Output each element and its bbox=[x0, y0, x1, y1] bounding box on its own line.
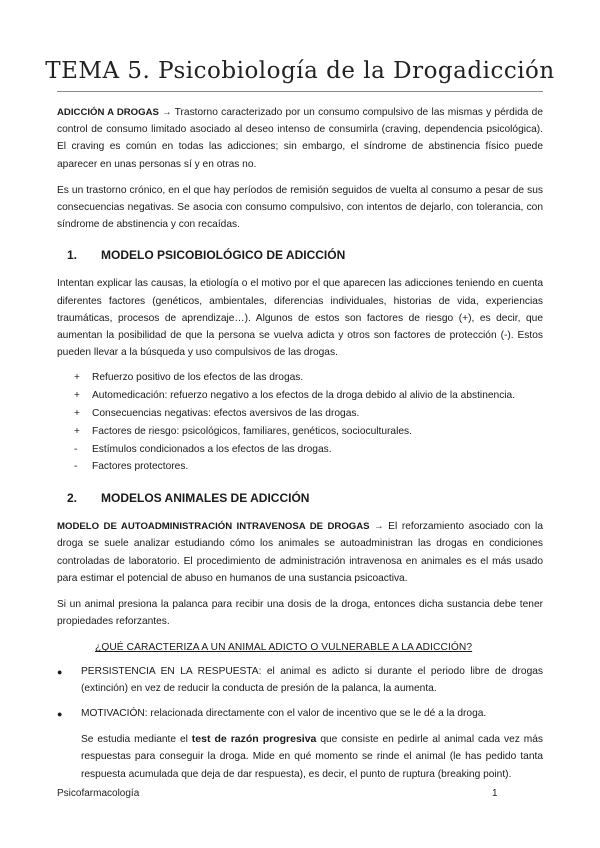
list-item bbox=[57, 406, 543, 423]
document-body bbox=[57, 104, 543, 792]
term-adiccion-drogas: ADICCIÓN A DROGAS → bbox=[57, 107, 172, 118]
term-test-razon-progresiva: test de razón progresiva bbox=[191, 733, 317, 746]
motivation-text-post: que consiste en pedirle al animal cada vez más respuestas para conseguir la droga. Mide en qué momento se rinde el animal (le has pedido tanta respuesta acumulada que deja de dar respuesta), es decir, el punto de ruptura (breaking point). bbox=[81, 734, 543, 780]
list-item-text: Estímulos condicionados a los efectos de las drogas. bbox=[92, 443, 332, 455]
bullet-text: PERSISTENCIA EN LA RESPUESTA: el animal es adicto si durante el periodo libre de drogas (extinción) en vez de reducir la conducta de presión de la palanca, la aumenta. bbox=[81, 665, 543, 694]
list-item bbox=[57, 370, 543, 387]
list-item-text: Automedicación: refuerzo negativo a los efectos de la droga debido al alivio de la abstinencia. bbox=[92, 390, 516, 402]
list-item-text: Consecuencias negativas: efectos aversivos de las drogas. bbox=[92, 408, 360, 420]
page-title: TEMA 5. Psicobiología de la Drogadicción bbox=[45, 58, 555, 84]
title-underline bbox=[57, 91, 543, 92]
intro-paragraph-1-text: Trastorno caracterizado por un consumo compulsivo de las mismas y pérdida de control de consumo limitado asociado al deseo intenso de consumirla (craving, dependencia psicológica). El craving es común en todas las adicciones; sin embargo, el síndrome de abstinencia físico puede aparecer en unas personas sí y en otras no. bbox=[57, 107, 543, 170]
section-2-number: 2. bbox=[67, 491, 78, 506]
question-heading: ¿QUÉ CARACTERIZA A UN ANIMAL ADICTO O VULNERABLE A LA ADICCIÓN? bbox=[95, 642, 473, 654]
intro-paragraph-1 bbox=[57, 104, 543, 173]
factors-list bbox=[57, 370, 543, 476]
bullet-dot: ● bbox=[57, 666, 63, 677]
footer-page-number: 1 bbox=[492, 788, 498, 799]
list-item-text: Refuerzo positivo de los efectos de las drogas. bbox=[92, 372, 304, 384]
list-marker: - bbox=[74, 461, 78, 473]
list-item bbox=[57, 424, 543, 441]
bullet-text: MOTIVACIÓN: relacionada directamente con el valor de incentivo que se le dé a la droga. bbox=[81, 708, 487, 720]
list-marker: + bbox=[74, 390, 80, 402]
bullet-item-persistencia bbox=[57, 663, 543, 697]
section-1-paragraph: Intentan explicar las causas, la etiología o el motivo por el que aparecen las adicciones teniendo en cuenta diferentes factores (genéticos, ambientales, diferencias individuales, historias de vida, experiencias traumáticas, procesos de aprendizaje…). Algunos de estos son factores de riesgo (+), es decir, que aumentan la posibilidad de que la persona se vuelva adicta y otros son factores de protección (-). Estos pueden llevar a la búsqueda y uso compulsivos de las drogas. bbox=[57, 278, 543, 359]
intro-paragraph-2: Es un trastorno crónico, en el que hay períodos de remisión seguidos de vuelta al consumo a pesar de sus consecuencias negativas. Se asocia con consumo compulsivo, con intentos de dejarlo, con tolerancia, con síndrome de abstinencia y con recaídas. bbox=[57, 184, 543, 231]
list-marker: + bbox=[74, 372, 80, 384]
section-2-paragraph-1-text: El reforzamiento asociado con la droga se suele analizar estudiando cómo los animales se autoadministran las drogas en condiciones controladas de laboratorio. El procedimiento de administración intravenosa en animales es el más usado para estimar el potencial de abuso en humanos de una sustancia psicoactiva. bbox=[57, 521, 543, 584]
bullet-dot: ● bbox=[57, 709, 63, 720]
footer-subject: Psicofarmacología bbox=[57, 788, 140, 799]
list-marker: - bbox=[74, 443, 78, 455]
list-item bbox=[57, 442, 543, 459]
section-1-heading bbox=[57, 247, 543, 263]
section-1-title: MODELO PSICOBIOLÓGICO DE ADICCIÓN bbox=[101, 248, 346, 263]
list-marker: + bbox=[74, 408, 80, 420]
term-autoadministracion: MODELO DE AUTOADMINISTRACIÓN INTRAVENOSA DE DROGAS → bbox=[57, 521, 384, 533]
section-2-heading bbox=[57, 490, 543, 506]
section-1-number: 1. bbox=[67, 248, 78, 263]
section-2-paragraph-1 bbox=[57, 518, 543, 587]
list-item bbox=[57, 459, 543, 476]
list-item-text: Factores protectores. bbox=[92, 461, 189, 473]
bullet-item-motivacion bbox=[57, 705, 543, 723]
motivation-detail-paragraph bbox=[81, 731, 543, 783]
motivation-text-pre: Se estudia mediante el bbox=[81, 734, 192, 746]
list-marker: + bbox=[74, 425, 80, 437]
list-item bbox=[57, 388, 543, 405]
section-2-title: MODELOS ANIMALES DE ADICCIÓN bbox=[101, 491, 310, 506]
section-2-paragraph-2: Si un animal presiona la palanca para recibir una dosis de la droga, entonces dicha sustancia debe tener propiedades reforzantes. bbox=[57, 599, 543, 628]
list-item-text: Factores de riesgo: psicológicos, familiares, genéticos, socioculturales. bbox=[92, 425, 412, 437]
